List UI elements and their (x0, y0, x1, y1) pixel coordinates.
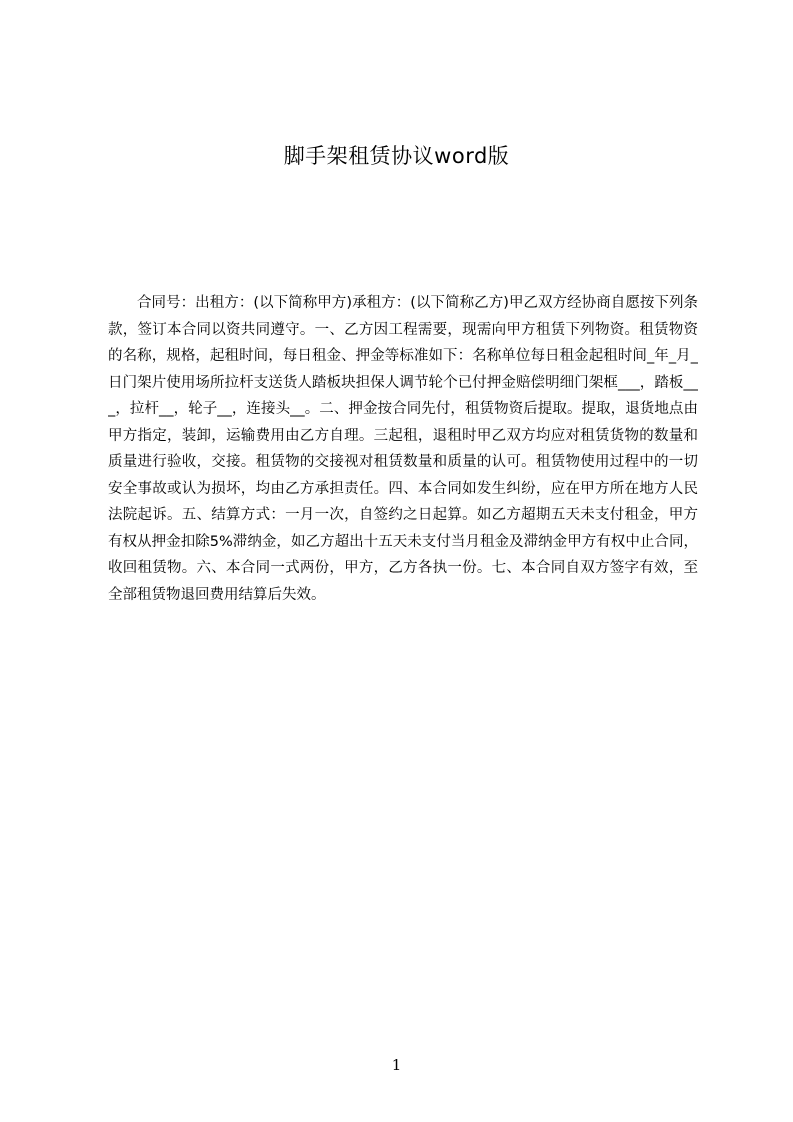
document-body-paragraph: 合同号：出租方：(以下简称甲方)承租方：(以下简称乙方)甲乙双方经协商自愿按下列条款，签订本合同以资共同遵守。一、乙方因工程需要，现需向甲方租赁下列物资。租赁物资的名称，规格，起租时间，每日租金、押金等标准如下：名称单位每日租金起租时间_年_月_日门架片使用场所拉杆支送货人踏板块担保人调节轮个已付押金赔偿明细门架框___，踏板___，拉杆__，轮子__，连接头__。二、押金按合同先付，租赁物资后提取。提取，退货地点由甲方指定，装卸，运输费用由乙方自理。三起租，退租时甲乙双方均应对租赁货物的数量和质量进行验收，交接。租赁物的交接视对租赁数量和质量的认可。租赁物使用过程中的一切安全事故或认为损坏，均由乙方承担责任。四、本合同如发生纠纷，应在甲方所在地方人民法院起诉。五、结算方式：一月一次，自签约之日起算。如乙方超期五天未支付租金，甲方有权从押金扣除5%滞纳金，如乙方超出十五天未支付当月租金及滞纳金甲方有权中止合同，收回租赁物。六、本合同一式两份，甲方，乙方各执一份。七、本合同自双方签字有效，至全部租赁物退回费用结算后失效。 (108, 295, 698, 603)
document-title: 脚手架租赁协议word版 (283, 144, 510, 168)
page-number: 1 (391, 1056, 402, 1074)
